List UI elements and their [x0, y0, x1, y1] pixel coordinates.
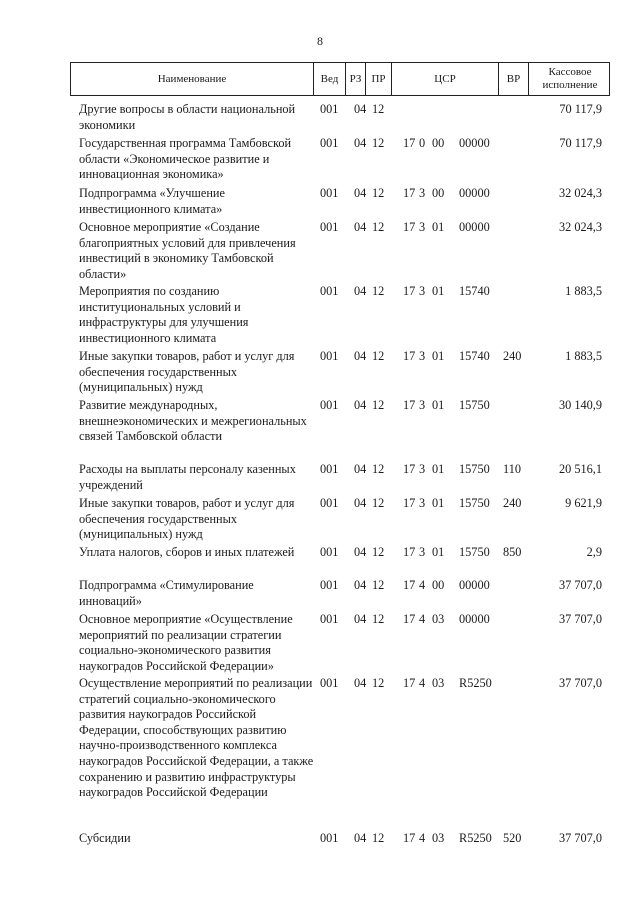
- row-sum: 9 621,9: [565, 496, 602, 510]
- row-csr-program: 17: [403, 398, 416, 412]
- header-ved: Вед: [313, 63, 345, 95]
- row-name: Расходы на выплаты персоналу казенных учреждений: [79, 462, 296, 492]
- row-csr-event: 00: [432, 186, 445, 200]
- row-sum: 20 516,1: [558, 462, 602, 476]
- row-csr-direction: R5250: [459, 831, 492, 845]
- row-pr: 12: [372, 398, 385, 412]
- row-name: Мероприятия по созданию институциональных условий и инфраструктуры для улучшения инвестиционного климата: [79, 284, 249, 345]
- row-sum: 37 707,0: [558, 612, 602, 626]
- row-csr-event: 01: [432, 545, 445, 559]
- row-sum: 37 707,0: [558, 831, 602, 845]
- row-name: Уплата налогов, сборов и иных платежей: [79, 545, 295, 559]
- row-name: Развитие международных, внешнеэкономических и межрегиональных связей Тамбовской области: [79, 398, 307, 444]
- row-sum: 37 707,0: [558, 578, 602, 592]
- row-csr-direction: 00000: [459, 612, 490, 626]
- row-ved: 001: [320, 612, 339, 626]
- row-name: Основное мероприятие «Осуществление мероприятий по реализации стратегии социально-экономического развития наукоградов Российской Федерации»: [79, 612, 293, 673]
- row-ved: 001: [320, 349, 339, 363]
- row-rz: 04: [354, 578, 367, 592]
- row-ved: 001: [320, 136, 339, 150]
- row-csr-event: 01: [432, 349, 445, 363]
- row-csr-subprogram: 3: [419, 284, 426, 298]
- row-csr-program: 17: [403, 496, 416, 510]
- row-csr-direction: 00000: [459, 136, 490, 150]
- row-csr-direction: 15740: [459, 349, 490, 363]
- row-ved: 001: [320, 284, 339, 298]
- row-rz: 04: [354, 831, 367, 845]
- header-csr: ЦСР: [391, 63, 498, 95]
- row-csr-program: 17: [403, 349, 416, 363]
- row-rz: 04: [354, 136, 367, 150]
- row-ved: 001: [320, 578, 339, 592]
- row-csr-program: 17: [403, 612, 416, 626]
- row-csr-subprogram: 4: [419, 578, 426, 592]
- row-rz: 04: [354, 545, 367, 559]
- row-name: Другие вопросы в области национальной экономики: [79, 102, 296, 132]
- row-csr-direction: R5250: [459, 676, 492, 690]
- row-csr-direction: 00000: [459, 220, 490, 234]
- row-sum: 32 024,3: [558, 186, 602, 200]
- row-csr-event: 01: [432, 398, 445, 412]
- row-ved: 001: [320, 462, 339, 476]
- row-sum: 37 707,0: [558, 676, 602, 690]
- row-csr-event: 03: [432, 612, 445, 626]
- row-csr-program: 17: [403, 220, 416, 234]
- row-csr-event: 01: [432, 220, 445, 234]
- page-number: 8: [317, 34, 323, 48]
- row-rz: 04: [354, 496, 367, 510]
- row-csr-subprogram: 3: [419, 349, 426, 363]
- row-rz: 04: [354, 676, 367, 690]
- row-csr-event: 03: [432, 831, 445, 845]
- row-csr-subprogram: 0: [419, 136, 426, 150]
- header-execution: [528, 63, 611, 95]
- row-csr-program: 17: [403, 578, 416, 592]
- row-csr-direction: 00000: [459, 186, 490, 200]
- row-ved: 001: [320, 676, 339, 690]
- row-ved: 001: [320, 398, 339, 412]
- row-vr: 240: [503, 349, 522, 363]
- row-csr-subprogram: 3: [419, 220, 426, 234]
- row-csr-direction: 00000: [459, 578, 490, 592]
- row-sum: 2,9: [586, 545, 602, 559]
- row-ved: 001: [320, 220, 339, 234]
- header-execution-line2: исполнение: [542, 79, 598, 91]
- table-header: [70, 62, 610, 96]
- row-name: Основное мероприятие «Создание благоприятных условий для привлечения инвестиций в экономику Тамбовской области»: [79, 220, 296, 281]
- row-csr-program: 17: [403, 462, 416, 476]
- row-ved: 001: [320, 102, 339, 116]
- row-rz: 04: [354, 612, 367, 626]
- row-ved: 001: [320, 496, 339, 510]
- row-sum: 32 024,3: [558, 220, 602, 234]
- row-csr-program: 17: [403, 831, 416, 845]
- row-rz: 04: [354, 398, 367, 412]
- row-pr: 12: [372, 545, 385, 559]
- row-csr-event: 03: [432, 676, 445, 690]
- row-csr-direction: 15750: [459, 545, 490, 559]
- row-csr-program: 17: [403, 545, 416, 559]
- row-name: Осуществление мероприятий по реализации стратегий социально-экономического развития наукоградов Российской Федерации, способствующих развитию научно-производственного комплекса наукоградов Российской Федерации, а также сохранению и развитию инфраструктуры наукоградов Российской Федерации: [79, 676, 314, 800]
- row-csr-event: 01: [432, 462, 445, 476]
- row-rz: 04: [354, 102, 367, 116]
- row-csr-subprogram: 3: [419, 496, 426, 510]
- row-rz: 04: [354, 284, 367, 298]
- row-csr-direction: 15750: [459, 496, 490, 510]
- row-csr-subprogram: 4: [419, 612, 426, 626]
- row-name: Субсидии: [79, 831, 131, 845]
- row-rz: 04: [354, 186, 367, 200]
- row-pr: 12: [372, 186, 385, 200]
- row-csr-subprogram: 3: [419, 462, 426, 476]
- row-vr: 240: [503, 496, 522, 510]
- row-pr: 12: [372, 496, 385, 510]
- row-sum: 70 117,9: [559, 102, 602, 116]
- row-ved: 001: [320, 545, 339, 559]
- header-name: Наименование: [157, 73, 227, 85]
- row-csr-direction: 15740: [459, 284, 490, 298]
- row-pr: 12: [372, 578, 385, 592]
- row-csr-subprogram: 4: [419, 676, 426, 690]
- row-sum: 30 140,9: [558, 398, 602, 412]
- row-csr-event: 00: [432, 578, 445, 592]
- row-csr-subprogram: 3: [419, 545, 426, 559]
- row-csr-program: 17: [403, 186, 416, 200]
- row-pr: 12: [372, 612, 385, 626]
- row-ved: 001: [320, 186, 339, 200]
- row-csr-program: 17: [403, 284, 416, 298]
- row-pr: 12: [372, 220, 385, 234]
- row-name: Иные закупки товаров, работ и услуг для обеспечения государственных (муниципальных) нужд: [79, 349, 295, 395]
- header-pr: ПР: [365, 63, 391, 95]
- row-csr-direction: 15750: [459, 398, 490, 412]
- row-csr-event: 01: [432, 496, 445, 510]
- row-csr-direction: 15750: [459, 462, 490, 476]
- row-name: Государственная программа Тамбовской области «Экономическое развитие и инновационная экономика»: [79, 136, 292, 182]
- row-rz: 04: [354, 349, 367, 363]
- row-pr: 12: [372, 349, 385, 363]
- row-csr-event: 00: [432, 136, 445, 150]
- row-rz: 04: [354, 462, 367, 476]
- row-sum: 1 883,5: [565, 284, 602, 298]
- row-csr-event: 01: [432, 284, 445, 298]
- row-pr: 12: [372, 676, 385, 690]
- row-rz: 04: [354, 220, 367, 234]
- header-vr: ВР: [498, 63, 528, 95]
- row-sum: 70 117,9: [559, 136, 602, 150]
- row-vr: 850: [503, 545, 522, 559]
- row-pr: 12: [372, 831, 385, 845]
- row-name: Иные закупки товаров, работ и услуг для обеспечения государственных (муниципальных) нужд: [79, 496, 295, 542]
- row-pr: 12: [372, 102, 385, 116]
- row-pr: 12: [372, 284, 385, 298]
- row-ved: 001: [320, 831, 339, 845]
- header-execution-line1: Кассовое: [548, 66, 592, 78]
- header-rz: РЗ: [345, 63, 365, 95]
- row-csr-program: 17: [403, 676, 416, 690]
- row-csr-subprogram: 3: [419, 186, 426, 200]
- row-pr: 12: [372, 136, 385, 150]
- row-csr-subprogram: 4: [419, 831, 426, 845]
- row-vr: 520: [503, 831, 522, 845]
- row-sum: 1 883,5: [565, 349, 602, 363]
- row-vr: 110: [503, 462, 521, 476]
- row-csr-subprogram: 3: [419, 398, 426, 412]
- row-name: Подпрограмма «Улучшение инвестиционного климата»: [79, 186, 225, 216]
- row-pr: 12: [372, 462, 385, 476]
- row-name: Подпрограмма «Стимулирование инноваций»: [79, 578, 254, 608]
- row-csr-program: 17: [403, 136, 416, 150]
